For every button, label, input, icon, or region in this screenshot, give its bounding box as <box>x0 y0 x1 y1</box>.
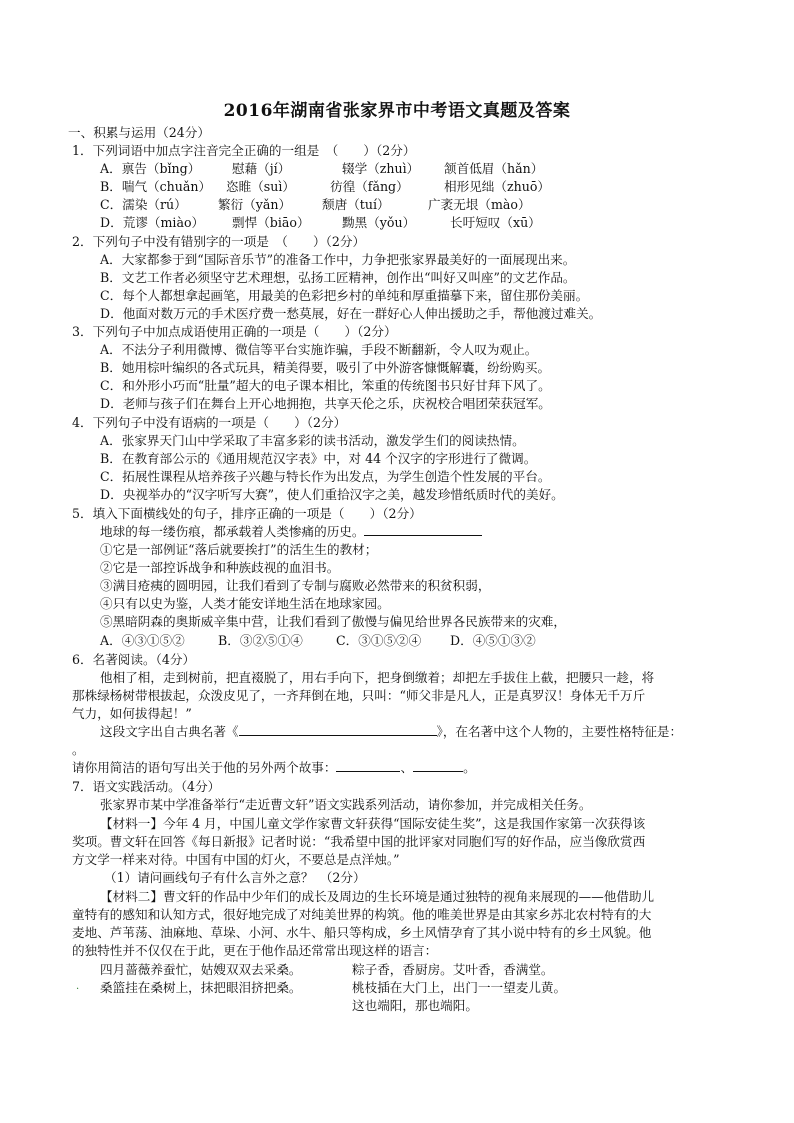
q4-option-a: A．张家界天门山中学采取了丰富多彩的读书活动，激发学生们的阅读热情。 <box>100 433 525 448</box>
q7-stem: 7．语文实践活动。（4分） <box>72 779 221 794</box>
q3-option-d: D．老师与孩子们在舞台上开心地拥抱，共享天伦之乐，庆祝校合唱团荣获冠军。 <box>100 396 551 411</box>
q1-option-a-4: 颔首低眉（hǎn） <box>444 161 544 176</box>
q2-option-a: A．大家都参于到“国际音乐节”的准备工作中，力争把张家界最美好的一面展现出来。 <box>100 252 576 267</box>
q1-option-a-3: 辍学（zhuì） <box>342 161 420 176</box>
q2-option-b: B．文艺工作者必须坚守艺术理想，弘扬工匠精神，创作出“叫好又叫座”的文艺作品。 <box>100 270 576 285</box>
q4-option-c: C．拓展性课程从培养孩子兴趣与特长作为出发点，为学生创造个性发展的平台。 <box>100 469 551 484</box>
q1-option-b-4: 相形见绌（zhuō） <box>444 179 551 194</box>
q1-option-a-2: 慰藉（jí） <box>232 161 291 176</box>
q1-option-b-2: 恣睢（suì） <box>226 179 295 194</box>
q1-option-d-3: 黝黑（yǒu） <box>342 215 416 230</box>
q1-option-c-3: 颓唐（tuí） <box>322 197 390 212</box>
q5-answer-blank[interactable] <box>364 523 482 536</box>
q7-material2-line-4: 的独特性并不仅仅在于此，更在于他作品还常常出现这样的语言： <box>72 943 438 958</box>
q7-material1-line-2: 奖项。曹文轩在回答《每日新报》记者时说：“我希望中国的批评家对同胞们写的好作品，应当像欣赏西 <box>72 834 646 849</box>
stray-mark: . <box>76 981 80 992</box>
q6-trait-end: 。 <box>72 742 85 757</box>
q7-material1-line-3: 方文学一样来对待。中国有中国的灯火，不要总是点洋烛。” <box>72 852 400 867</box>
q7-verse-right-3: 这也端阳，那也端阳。 <box>352 998 478 1013</box>
q2-stem: 2．下列句子中没有错别字的一项是 （ ）（2分） <box>72 234 366 249</box>
q6-book-title-blank[interactable] <box>239 723 437 736</box>
q5-sentence-2: ②它是一部控诉战争和种族歧视的血泪书。 <box>100 560 340 575</box>
q7-subquestion-1: （1）请问画线句子有什么言外之意？ （2分） <box>104 870 366 885</box>
q1-option-c-1: C．濡染（rú） <box>100 197 187 212</box>
q6-stem: 6．名著阅读。（4分） <box>72 652 196 667</box>
q7-material2-line-1: 【材料二】曹文轩的作品中少年们的成长及周边的生长环境是通过独特的视角来展现的——他借助儿 <box>100 889 655 904</box>
q6-passage-line-3: 气力，如何拔得起！” <box>72 706 192 721</box>
q6-passage-line-2: 那株绿杨树带根拔起，众泼皮见了，一齐拜倒在地，只叫：“师父非是凡人，正是真罗汉！身体无千万斤 <box>72 688 646 703</box>
q7-verse-right-1: 粽子香，香厨房。艾叶香，香满堂。 <box>352 962 554 977</box>
q1-option-b-3: 彷徨（fǎng） <box>330 179 409 194</box>
q6-story-blank-1[interactable] <box>336 759 400 772</box>
q4-option-b: B．在教育部公示的《通用规范汉字表》中，对 44 个汉字的字形进行了微调。 <box>100 451 537 466</box>
q3-option-c: C．和外形小巧而“肚量”超大的电子课本相比，笨重的传统图书只好甘拜下风了。 <box>100 378 551 393</box>
q6-story-blank-2[interactable] <box>413 759 463 772</box>
q5-sentence-4: ④只有以史为鉴，人类才能安详地生活在地球家园。 <box>100 596 390 611</box>
q1-option-d-2: 剽悍（biāo） <box>232 215 310 230</box>
q1-option-c-4: 广袤无垠（mào） <box>428 197 531 212</box>
q7-material2-line-2: 童特有的感知和认知方式，很好地完成了对纯美世界的构筑。他的唯美世界是由其家乡苏北农村特有的大 <box>72 907 652 922</box>
q5-option-d: D．④⑤①③② <box>450 633 536 648</box>
q6-stories-end: 。 <box>463 760 476 775</box>
q7-verse-left-2: 桑篮挂在桑树上，抹把眼泪挤把桑。 <box>100 980 302 995</box>
section-heading: 一、积累与运用（24分） <box>68 125 210 140</box>
q1-option-a-1: A．禀告（bǐng） <box>100 161 201 176</box>
q1-option-d-1: D．荒谬（miào） <box>100 215 205 230</box>
q1-option-d-4: 长吁短叹（xū） <box>450 215 541 230</box>
q7-verse-left-1: 四月蔷薇养蚕忙，姑嫂双双去采桑。 <box>100 962 302 977</box>
q6-stories-prompt: 请你用简洁的语句写出关于他的另外两个故事： <box>72 760 337 775</box>
q1-stem: 1．下列词语中加点字注音完全正确的一组是 （ ）（2分） <box>72 143 416 158</box>
q5-sentence-3: ③满目疮痍的圆明园，让我们看到了专制与腐败必然带来的积贫积弱， <box>100 578 491 593</box>
q4-stem: 4．下列句子中没有语病的一项是（ ）（2分） <box>72 415 347 430</box>
q6-stories-line <box>72 759 476 776</box>
q7-material1-line-1: 【材料一】今年 4 月，中国儿童文学作家曹文轩获得“国际安徒生奖”，这是我国作家第一次获得该 <box>100 816 646 831</box>
q1-option-b-1: B．喘气（chuǎn） <box>100 179 212 194</box>
q5-stem: 5．填入下面横线处的句子，排序正确的一项是（ ）（2分） <box>72 506 422 521</box>
q7-verse-right-2: 桃枝插在大门上，出门一一望麦儿黄。 <box>352 980 567 995</box>
q6-source-prompt: 这段文字出自古典名著《 <box>100 724 239 739</box>
q5-sentence-5: ⑤黑暗阴森的奥斯威辛集中营，让我们看到了傲慢与偏见给世界各民族带来的灾难， <box>100 614 566 629</box>
q5-option-c: C．③①⑤②④ <box>336 633 422 648</box>
q6-trait-prompt: 》，在名著中这个人物的，主要性格特征是： <box>436 724 683 739</box>
q3-option-a: A．不法分子利用微博、微信等平台实施诈骗，手段不断翻新，令人叹为观止。 <box>100 342 538 357</box>
q2-option-c: C．每个人都想拿起画笔，用最美的色彩把乡村的单纯和厚重描摹下来，留住那份美丽。 <box>100 288 589 303</box>
q5-intro-text: 地球的每一缕伤痕，都承载着人类惨痛的历史。 <box>100 524 365 539</box>
q5-intro <box>100 523 482 540</box>
q7-intro: 张家界市某中学准备举行“走近曹文轩”语文实践系列活动，请你参加，并完成相关任务。 <box>100 797 592 812</box>
q5-sentence-1: ①它是一部例证“落后就要挨打”的活生生的教材； <box>100 542 378 557</box>
q7-material2-line-3: 麦地、芦苇荡、油麻地、草垛、小河、水牛、船只等构成，乡土风情孕育了其小说中特有的乡土风貌。他 <box>72 925 652 940</box>
q1-option-c-2: 繁衍（yǎn） <box>218 197 292 212</box>
q6-question-line <box>100 723 682 740</box>
page-title: 2016年湖南省张家界市中考语文真题及答案 <box>223 101 571 121</box>
q2-option-d: D．他面对数万元的手术医疗费一愁莫展，好在一群好心人伸出援助之手，帮他渡过难关。 <box>100 306 602 321</box>
q5-option-a: A．④③①⑤② <box>100 633 185 648</box>
q6-passage-line-1: 他相了相，走到树前，把直裰脱了，用右手向下，把身倒缴着；却把左手拔住上截，把腰只一趁，将 <box>100 670 655 685</box>
q3-stem: 3．下列句子中加点成语使用正确的一项是（ ）（2分） <box>72 324 397 339</box>
q5-option-b: B．③②⑤①④ <box>218 633 303 648</box>
q3-option-b: B．她用棕叶编织的各式玩具，精美得要，吸引了中外游客慷慨解囊，纷纷购买。 <box>100 360 551 375</box>
q6-stories-sep: 、 <box>400 760 414 775</box>
q4-option-d: D．央视举办的“汉字听写大赛”，使人们重拾汉字之美，越发珍惜纸质时代的美好。 <box>100 487 564 502</box>
